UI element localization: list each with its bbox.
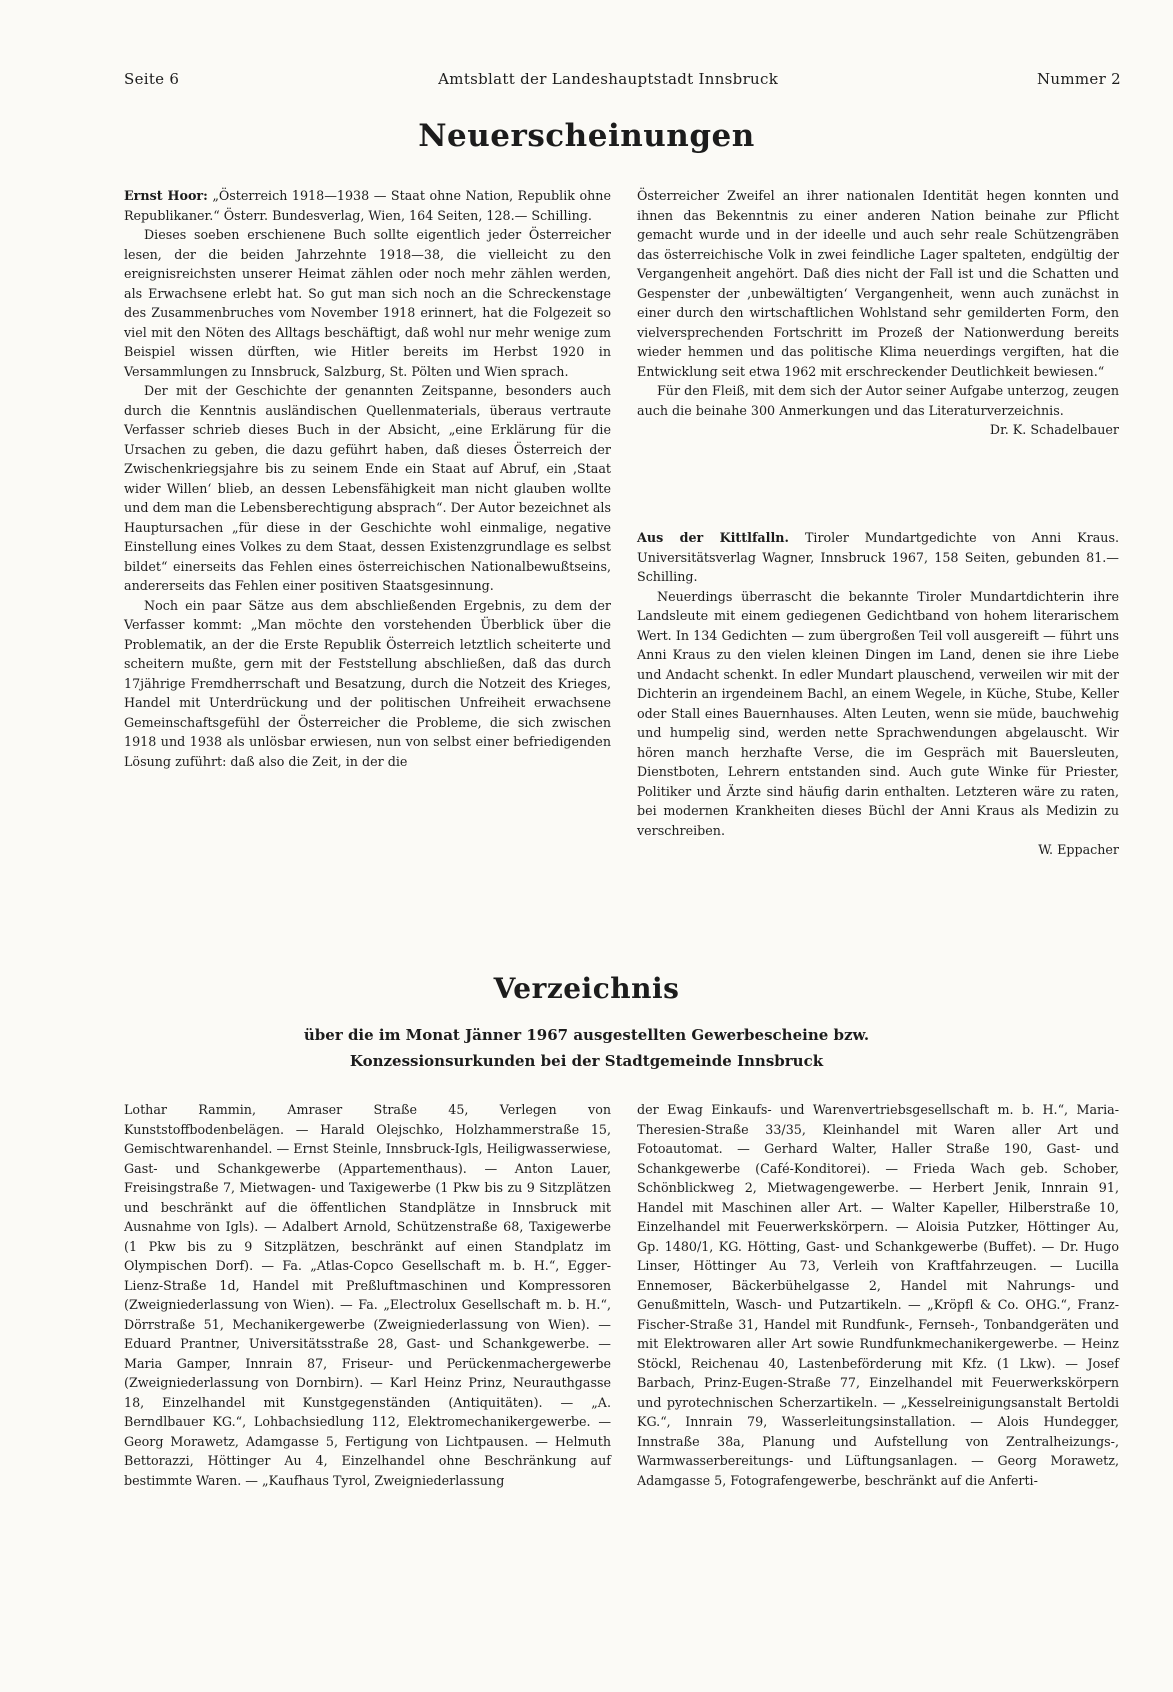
review-paragraph: Noch ein paar Sätze aus dem abschließenden Ergebnis, zu dem der Verfasser kommt: „Man möchte den vorstehenden Überblick über die Problematik, an der die Erste Republik Österreich letztlich scheiterte und scheitern mußte, gern mit der Feststellung abschließen, daß das durch 17jährige Fremdherrschaft und Besatzung, durch die Notzeit des Krieges, Handel mit Unterdrückung und der politischen Unfreiheit erwachsene Gemeinschaftsgefühl der Österreicher die Probleme, die sich zwischen 1918 und 1938 als unlösbar erwiesen, nun von selbst einer befriedigenden Lösung zuführt: daß also die Zeit, in der die [124,597,611,769]
running-header [124,70,1121,96]
listing-column-left [124,1100,611,1490]
subtitle-line: über die im Monat Jänner 1967 ausgestellten Gewerbescheine bzw. [303,1026,870,1044]
review-paragraph: Der mit der Geschichte der genannten Zeitspanne, besonders auch durch die Kenntnis ausländischen Quellenmaterials, überaus vertraute Verfasser schrieb dieses Buch in der Absicht, „eine Erklärung für die Ursachen zu geben, die dazu geführt haben, daß dieses Österreich der Zwischenkriegsjahre bis zu seinem Ende ein Staat auf Abruf, ein ‚Staat wider Willen‘ blieb, an dessen Lebensfähigkeit man nicht glauben wollte und dem man die Lebensberechtigung absprach“. Der Autor bezeichnet als Hauptursachen „für diese in der Geschichte wohl einmalige, negative Einstellung eines Volkes zu dem Staat, dessen Existenzgrundlage es selbst bildet“ einerseits das Fehlen eines österreichischen Nationalbewußtseins, andererseits das Fehlen einer positiven Staatsgesinnung. [124,383,611,593]
review-signature: W. Eppacher [1038,842,1119,857]
section-subtitle [0,1022,1173,1074]
issue-number: Nummer 2 [1037,70,1121,88]
subtitle-line: Konzessionsurkunden bei der Stadtgemeinde Innsbruck [349,1052,824,1070]
review-paragraph: Dieses soeben erschienene Buch sollte eigentlich jeder Österreicher lesen, der die beiden Jahrzehnte 1918—38, die vielleicht zu den ereignisreichsten unserer Heimat zählen oder noch mehr zählen werden, als Erwachsene erlebt hat. So gut man sich noch an die Schreckenstage des Zusammenbruches vom November 1918 erinnert, hat die Folgezeit so viel mit den Nöten des Alltags beschäftigt, daß wohl nur mehr wenige zum Beispiel wissen dürften, wie Hitler bereits im Herbst 1920 in Versammlungen zu Innsbruck, Salzburg, St. Pölten und Wien sprach. [124,227,611,379]
listing-text: der Ewag Einkaufs- und Warenvertriebsgesellschaft m. b. H.“, Maria-Theresien-Straße 33/35, Kleinhandel mit Waren aller Art und Fotoautomat. — Gerhard Walter, Haller Straße 190, Gast- und Schankgewerbe (Café-Konditorei). — Frieda Wach geb. Schober, Schönblickweg 2, Mietwagengewerbe. — Herbert Jenik, Innrain 91, Handel mit Maschinen aller Art. — Walter Kapeller, Hilberstraße 10, Einzelhandel mit Feuerwerkskörpern. — Aloisia Putzker, Höttinger Au, Gp. 1480/1, KG. Hötting, Gast- und Schankgewerbe (Buffet). — Dr. Hugo Linser, Höttinger Au 73, Verleih von Kraftfahrzeugen. — Lucilla Ennemoser, Bäckerbühelgasse 2, Handel mit Nahrungs- und Genußmitteln, Wasch- und Putzartikeln. — „Kröpfl & Co. OHG.“, Franz-Fischer-Straße 31, Handel mit Rundfunk-, Fernseh-, Tonbandgeräten und mit Elektrowaren aller Art sowie Rundfunkmechanikergewerbe. — Heinz Stöckl, Reichenau 40, Lastenbeförderung mit Kfz. (1 Lkw). — Josef Barbach, Prinz-Eugen-Straße 77, Einzelhandel mit Feuerwerkskörpern und pyrotechnischen Scherzartikeln. — „Kesselreinigungsanstalt Bertoldi KG.“, Innrain 79, Wasserleitungsinstallation. — Alois Hundegger, Innstraße 38a, Planung und Aufstellung von Zentralheizungs-, Warmwasserbereitungs- und Lüftungsanlagen. — Georg Morawetz, Adamgasse 5, Fotografengewerbe, beschränkt auf die Anferti- [637,1102,1119,1488]
review-paragraph: Für den Fleiß, mit dem sich der Autor seiner Aufgabe unterzog, zeugen auch die beinahe 300 Anmerkungen und das Literaturverzeichnis. [637,383,1119,418]
review-signature: Dr. K. Schadelbauer [989,422,1119,437]
section-title-neuerscheinungen: Neuerscheinungen [418,118,755,154]
review-paragraph: Österreicher Zweifel an ihrer nationalen Identität hegen konnten und ihnen das Bekenntnis zu einer anderen Nation beinahe zur Pflicht gemacht wurde und in der ideelle und auch sehr reale Schützengräben das österreichische Volk in zwei feindliche Lager spalteten, endgültig der Vergangenheit angehört. Daß dies nicht der Fall ist und die Schatten und Gespenster der ‚unbewältigten‘ Vergangenheit, wenn auch zunächst in einer durch den wirtschaftlichen Wohlstand sehr gemilderten Form, den vielversprechenden Fortschritt im Prozeß der Nationwerdung bereits wieder hemmen und das politische Klima neuerdings vergiften, hat die Entwicklung seit etwa 1962 mit erschreckender Deutlichkeit bewiesen.“ [637,188,1119,379]
review-citation [124,186,611,225]
listing-column-right [637,1100,1119,1490]
review-column-right [637,186,1119,440]
section-title-verzeichnis: Verzeichnis [493,972,680,1005]
review2-book-info: Tiroler Mundartgedichte von Anni Kraus. Universitätsverlag Wagner, Innsbruck 1967, 158 Seiten, gebunden 81.— Schilling. [637,530,1119,584]
review-column-left [124,186,611,771]
review2-citation [637,528,1119,587]
review2-column [637,528,1119,860]
review-paragraph: Neuerdings überrascht die bekannte Tiroler Mundartdichterin ihre Landsleute mit einem gediegenen Gedichtband von hohem literarischem Wert. In 134 Gedichten — zum übergroßen Teil voll ausgereift — führt uns Anni Kraus zu den vielen kleinen Dingen im Land, denen sie ihre Liebe und Andacht schenkt. In edler Mundart plauschend, verweilen wir mit der Dichterin an irgendeinem Bachl, an einem Wegele, in Küche, Stube, Keller oder Stall eines Bauernhauses. Alten Leuten, wenn sie müde, bauchwehig und humpelig sind, werden nette Sprachwendungen abgelauscht. Wir hören manch herzhafte Verse, die im Gespräch mit Bauersleuten, Dienstboten, Lehrern entstanden sind. Auch gute Winke für Priester, Politiker und Ärzte sind häufig darin enthalten. Letzteren wäre zu raten, bei modernen Krankheiten dieses Büchl der Anni Kraus als Medizin zu verschreiben. [637,588,1119,838]
review-book-info: „Österreich 1918—1938 — Staat ohne Nation, Republik ohne Republikaner.“ Österr. Bundesverlag, Wien, 164 Seiten, 128.— Schilling. [124,188,611,223]
listing-text: Lothar Rammin, Amraser Straße 45, Verlegen von Kunststoffbodenbelägen. — Harald Olejschko, Holzhammerstraße 15, Gemischtwarenhandel. — Ernst Steinle, Innsbruck-Igls, Heiligwasserwiese, Gast- und Schankgewerbe (Appartementhaus). — Anton Lauer, Freisingstraße 7, Mietwagen- und Taxigewerbe (1 Pkw bis zu 9 Sitzplätzen und beschränkt auf die öffentlichen Standplätze in Innsbruck mit Ausnahme von Igls). — Adalbert Arnold, Schützenstraße 68, Taxigewerbe (1 Pkw bis zu 9 Sitzplätzen, beschränkt auf einen Standplatz im Olympischen Dorf). — Fa. „Atlas-Copco Gesellschaft m. b. H.“, Egger-Lienz-Straße 1d, Handel mit Preßluftmaschinen und Kompressoren (Zweigniederlassung von Wien). — Fa. „Electrolux Gesellschaft m. b. H.“, Dörrstraße 51, Mechanikergewerbe (Zweigniederlassung von Wien). — Eduard Prantner, Universitätsstraße 28, Gast- und Schankgewerbe. — Maria Gamper, Innrain 87, Friseur- und Perückenmachergewerbe (Zweigniederlassung von Dornbirn). — Karl Heinz Prinz, Neurauthgasse 18, Einzelhandel mit Kunstgegenständen (Antiquitäten). — „A. Berndlbauer KG.“, Lohbachsiedlung 112, Elektromechanikergewerbe. — Georg Morawetz, Adamgasse 5, Fertigung von Lichtpausen. — Helmuth Bettorazzi, Höttinger Au 4, Einzelhandel ohne Beschränkung auf bestimmte Waren. — „Kaufhaus Tyrol, Zweigniederlassung [124,1102,611,1488]
publication-title: Amtsblatt der Landeshauptstadt Innsbruck [438,70,779,88]
page-number: Seite 6 [124,70,180,88]
review-author: Ernst Hoor: [124,188,208,203]
review2-title: Aus der Kittlfalln. [637,530,789,545]
